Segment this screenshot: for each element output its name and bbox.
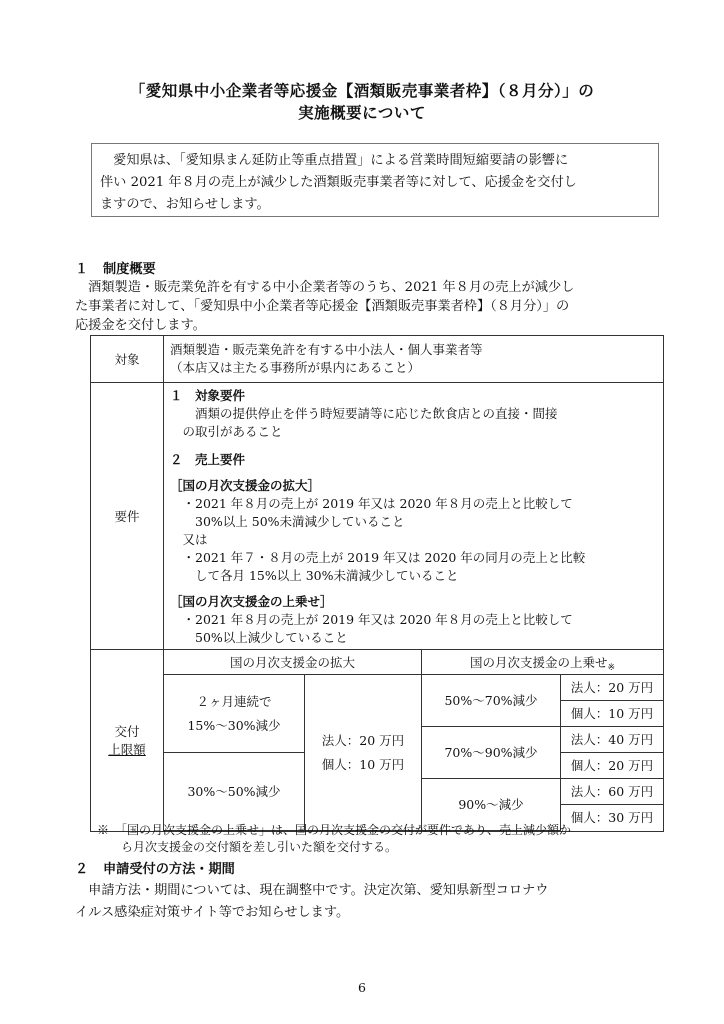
document-title bbox=[0, 80, 724, 124]
section1-line: 酒類製造・販売業免許を有する中小企業者等のうち、2021 年８月の売上が減少し bbox=[75, 280, 575, 295]
amount-label-line1: 交付 bbox=[114, 724, 140, 740]
page-number: 6 bbox=[358, 980, 366, 995]
requirements-cell bbox=[164, 383, 664, 650]
footnote-line2: ら月次支援金の交付額を差し引いた額を交付する。 bbox=[97, 840, 398, 854]
addon-indiv-amount: 個人：20 万円 bbox=[561, 752, 664, 778]
col-header-expand: 国の月次支援金の拡大 bbox=[164, 650, 422, 674]
section2-body bbox=[75, 880, 548, 924]
section1-line: た事業者に対して、「愛知県中小企業者等応援金【酒類販売事業者枠】（８月分）」の bbox=[75, 299, 570, 314]
amount-label-line2: 上限額 bbox=[108, 742, 146, 758]
target-cell bbox=[164, 336, 664, 383]
col-header-addon bbox=[422, 650, 664, 674]
footnote-line1 bbox=[97, 822, 571, 839]
intro-box bbox=[91, 143, 659, 217]
col-header-addon-text: 国の月次支援金の上乗せ bbox=[469, 654, 608, 670]
col-header-addon-mark: ※ bbox=[607, 662, 616, 673]
addon-line: ・2021 年８月の売上が 2019 年又は 2020 年８月の売上と比較して bbox=[170, 612, 573, 627]
expand-range-2: 30%～50%減少 bbox=[164, 752, 305, 830]
addon-indiv-amount: 個人：30 万円 bbox=[561, 804, 664, 830]
section2-line: イルス感染症対策サイト等でお知らせします。 bbox=[75, 905, 350, 920]
expand-indiv-amount: 個人：10 万円 bbox=[321, 757, 405, 772]
title-line-2: 実施概要について bbox=[298, 104, 426, 122]
req1-line: の取引があること bbox=[170, 424, 283, 439]
section2-number: ２ bbox=[75, 862, 89, 877]
section1-number: １ bbox=[75, 262, 89, 277]
amount-label bbox=[91, 650, 164, 832]
amount-cell bbox=[164, 650, 664, 832]
expand-line: ・2021 年８月の売上が 2019 年又は 2020 年８月の売上と比較して bbox=[170, 496, 573, 511]
requirements-label: 要件 bbox=[91, 383, 164, 650]
expand-line: 30%以上 50%未満減少していること bbox=[170, 514, 405, 529]
section1-line: 応援金を交付します。 bbox=[75, 318, 206, 333]
title-line-1: 「愛知県中小企業者等応援金【酒類販売事業者枠】（８月分）」の bbox=[129, 82, 595, 100]
amount-table bbox=[164, 650, 663, 831]
expand-range-1-line2: 15%～30%減少 bbox=[187, 718, 281, 733]
requirements-row bbox=[91, 383, 664, 650]
expand-line: 又は bbox=[170, 532, 208, 547]
section2-title: 申請受付の方法・期間 bbox=[103, 862, 235, 877]
addon-corp-amount: 法人：60 万円 bbox=[561, 778, 664, 804]
amount-row bbox=[91, 650, 664, 832]
target-line: 酒類製造・販売業免許を有する中小法人・個人事業者等 bbox=[170, 342, 483, 357]
expand-line: ・2021 年７・８月の売上が 2019 年又は 2020 年の同月の売上と比較 bbox=[170, 550, 586, 565]
footnote bbox=[97, 822, 571, 856]
expand-amount bbox=[305, 674, 422, 830]
section1-title: 制度概要 bbox=[103, 262, 156, 277]
addon-heading: ［国の月次支援金の上乗せ］ bbox=[170, 594, 333, 609]
addon-range: 90%～減少 bbox=[422, 778, 561, 830]
intro-line: ますので、お知らせします。 bbox=[100, 197, 270, 212]
expand-range-1-line1: ２ヶ月連続で bbox=[196, 694, 272, 709]
addon-line: 50%以上減少していること bbox=[170, 630, 348, 645]
addon-corp-amount: 法人：20 万円 bbox=[561, 674, 664, 700]
footnote-text: 「国の月次支援金の上乗せ」は、国の月次支援金の交付が要件であり、売上減少額か bbox=[109, 823, 572, 837]
section1-body bbox=[75, 278, 574, 335]
target-label: 対象 bbox=[91, 336, 164, 383]
req1-line: 酒類の提供停止を伴う時短要請等に応じた飲食店との直接・間接 bbox=[170, 406, 558, 421]
target-row bbox=[91, 336, 664, 383]
section1-heading bbox=[75, 258, 156, 277]
footnote-mark: ※ bbox=[97, 823, 110, 837]
expand-range-1 bbox=[164, 674, 305, 752]
req1-heading: １ 対象要件 bbox=[170, 388, 246, 403]
addon-range: 70%～90%減少 bbox=[422, 726, 561, 778]
addon-indiv-amount: 個人：10 万円 bbox=[561, 700, 664, 726]
intro-line: 愛知県は、「愛知県まん延防止等重点措置」による営業時間短縮要請の影響に bbox=[100, 153, 569, 168]
addon-corp-amount: 法人：40 万円 bbox=[561, 726, 664, 752]
expand-corp-amount: 法人：20 万円 bbox=[321, 733, 405, 748]
section2-heading bbox=[75, 858, 235, 877]
expand-line: して各月 15%以上 30%未満減少していること bbox=[170, 568, 459, 583]
expand-heading: ［国の月次支援金の拡大］ bbox=[170, 478, 321, 493]
overview-table bbox=[90, 335, 664, 832]
addon-range: 50%～70%減少 bbox=[422, 674, 561, 726]
section2-line: 申請方法・期間については、現在調整中です。決定次第、愛知県新型コロナウ bbox=[75, 883, 549, 898]
target-line: （本店又は主たる事務所が県内にあること） bbox=[170, 360, 421, 375]
req2-heading: ２ 売上要件 bbox=[170, 452, 246, 467]
intro-line: 伴い 2021 年８月の売上が減少した酒類販売事業者等に対して、応援金を交付し bbox=[100, 175, 577, 190]
